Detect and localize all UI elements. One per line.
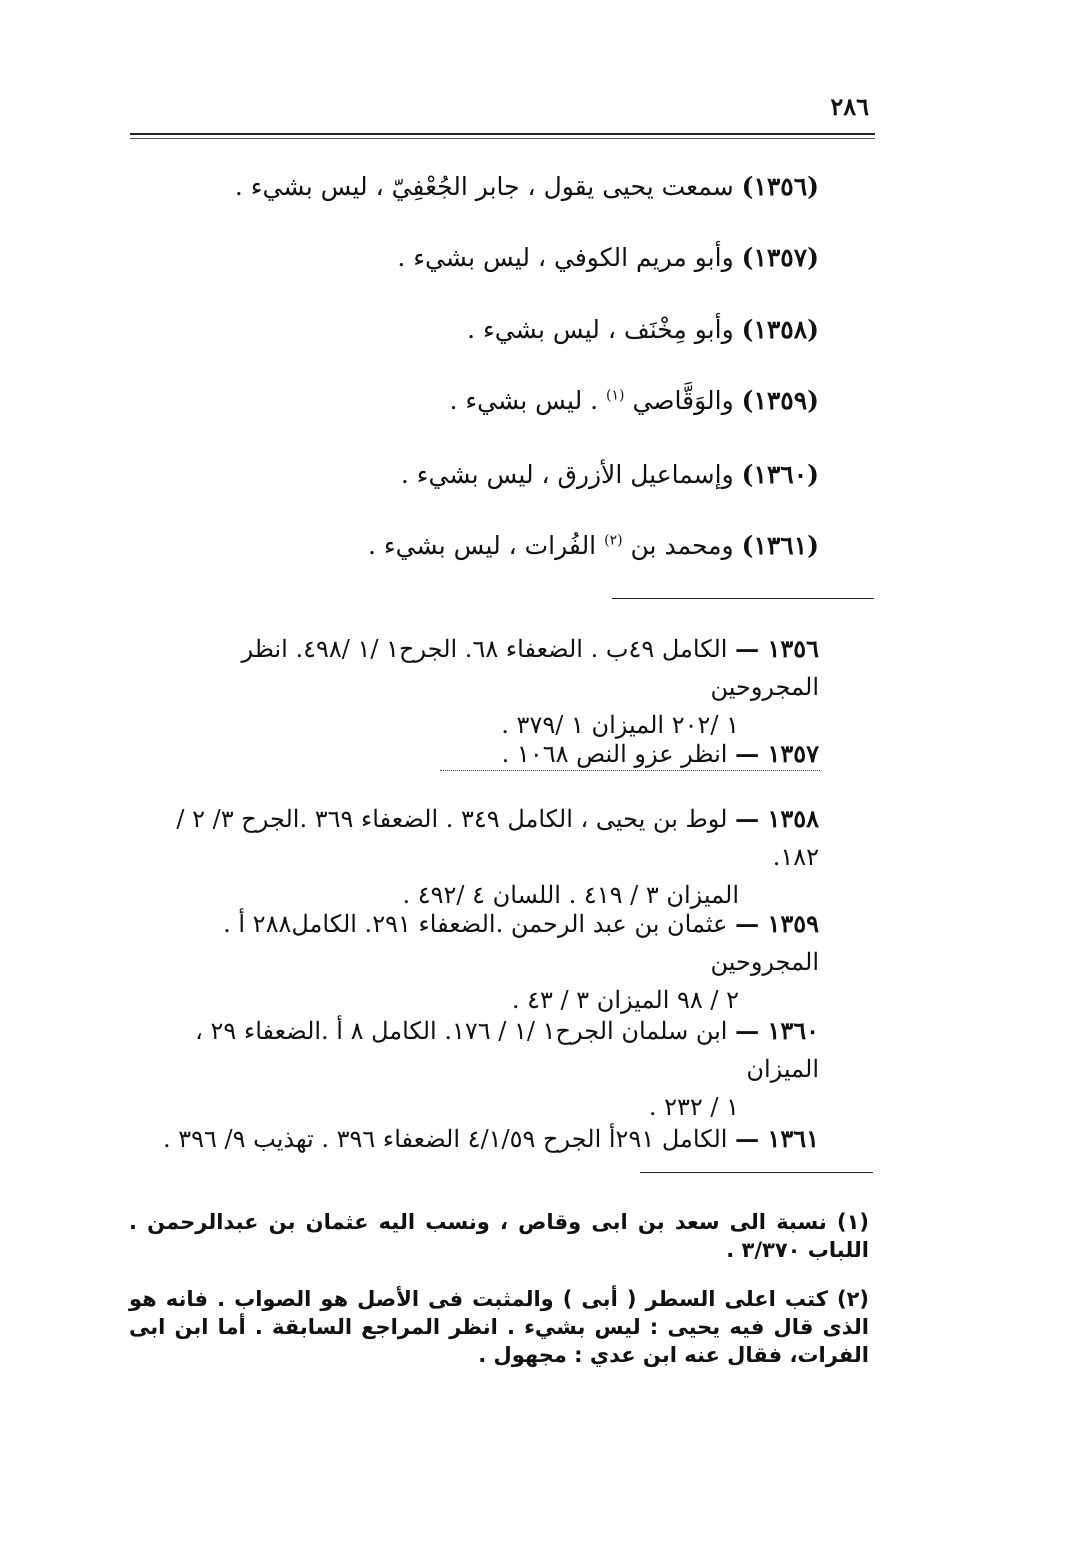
section-divider bbox=[612, 598, 874, 599]
entry-number: (١٣٦١) bbox=[741, 531, 819, 560]
ref-1361 bbox=[129, 1120, 819, 1158]
ref-text: الكامل ٤٩ب . الضعفاء ٦٨. الجرح١ /١ /٤٩٨. انظر المجروحين bbox=[241, 635, 819, 701]
ref-text: الكامل ٢٩١أ الجرح ٤/١/٥٩ الضعفاء ٣٩٦ . تهذيب ٩/ ٣٩٦ . bbox=[162, 1125, 728, 1153]
ref-1360 bbox=[129, 1012, 819, 1126]
entry-number: (١٣٥٧) bbox=[741, 243, 819, 272]
ref-1357 bbox=[129, 735, 819, 773]
ref-text: عثمان بن عبد الرحمن .الضعفاء ٢٩١. الكامل٢٨٨ أ . المجروحين bbox=[223, 910, 819, 976]
entry-text: سمعت يحيى يقول ، جابر الجُعْفِيّ ، ليس بشيء . bbox=[234, 172, 734, 201]
entry-text: والوَقَّاصي bbox=[632, 386, 734, 415]
ref-1358 bbox=[129, 800, 819, 914]
ref-text-continued: ٢ / ٩٨ الميزان ٣ / ٤٣ . bbox=[511, 986, 739, 1014]
ref-1356 bbox=[129, 630, 819, 744]
ref-text-continued: ١ / ٢٣٢ . bbox=[648, 1093, 739, 1121]
footnote-divider bbox=[640, 1172, 873, 1173]
entry-text: وإسماعيل الأزرق ، ليس بشيء . bbox=[400, 460, 734, 489]
ref-number: ١٣٥٧ — bbox=[735, 739, 819, 768]
entry-1361 bbox=[179, 531, 819, 560]
entry-number: (١٣٥٩) bbox=[741, 386, 819, 415]
ref-number: ١٣٥٩ — bbox=[735, 909, 819, 938]
entry-1359 bbox=[179, 386, 819, 415]
entry-number: (١٣٥٨) bbox=[741, 315, 819, 344]
ref-text: انظر عزو النص ١٠٦٨ . bbox=[501, 740, 728, 768]
dotted-divider bbox=[440, 770, 820, 771]
ref-text-continued: ١ /٢٠٢ الميزان ١ /٣٧٩ . bbox=[501, 711, 739, 739]
entry-1356 bbox=[179, 172, 819, 201]
entry-1360 bbox=[179, 460, 819, 489]
ref-number: ١٣٦٠ — bbox=[735, 1016, 819, 1045]
ref-text: ابن سلمان الجرح١ /١ / ١٧٦. الكامل ٨ أ .الضعفاء ٢٩ ، الميزان bbox=[195, 1017, 819, 1083]
entry-text: . ليس بشيء . bbox=[449, 386, 599, 415]
footnote-marker[interactable]: (١) bbox=[606, 387, 625, 404]
entry-text: الفُرات ، ليس بشيء . bbox=[367, 531, 597, 560]
entry-text: ومحمد بن bbox=[630, 531, 734, 560]
ref-number: ١٣٦١ — bbox=[735, 1124, 819, 1153]
footnote-marker[interactable]: (٢) bbox=[604, 532, 623, 549]
header-rule bbox=[130, 133, 875, 135]
footnote-1: (١) نسبة الى سعد بن ابى وقاص ، ونسب اليه عثمان بن عبدالرحمن . اللباب ٣/٣٧٠ . bbox=[129, 1210, 869, 1262]
entry-1358 bbox=[179, 315, 819, 344]
ref-number: ١٣٥٨ — bbox=[735, 804, 819, 833]
entry-text: وأبو مريم الكوفي ، ليس بشيء . bbox=[397, 243, 734, 272]
footnote-2: (٢) كتب اعلى السطر ( أبى ) والمثبت فى الأصل هو الصواب . فانه هو الذى قال فيه يحيى : ليس بشيء . انظر المراجع السابقة . أما ابن ابى الفرات، فقال عنه ابن عدي : مجهول . bbox=[129, 1287, 869, 1367]
header-rule-thin bbox=[130, 138, 875, 139]
entry-number: (١٣٥٦) bbox=[741, 172, 819, 201]
ref-text: لوط بن يحيى ، الكامل ٣٤٩ . الضعفاء ٣٦٩ .الجرح ٣/ ٢ / ١٨٢. bbox=[176, 805, 819, 871]
entry-text: وأبو مِخْنَف ، ليس بشيء . bbox=[467, 315, 734, 344]
page-number: ٢٨٦ bbox=[830, 92, 869, 121]
ref-text-continued: الميزان ٣ / ٤١٩ . اللسان ٤ /٤٩٢ . bbox=[402, 881, 739, 909]
ref-1359 bbox=[129, 905, 819, 1019]
ref-number: ١٣٥٦ — bbox=[735, 634, 819, 663]
entry-1357 bbox=[179, 243, 819, 272]
entry-number: (١٣٦٠) bbox=[741, 460, 819, 489]
